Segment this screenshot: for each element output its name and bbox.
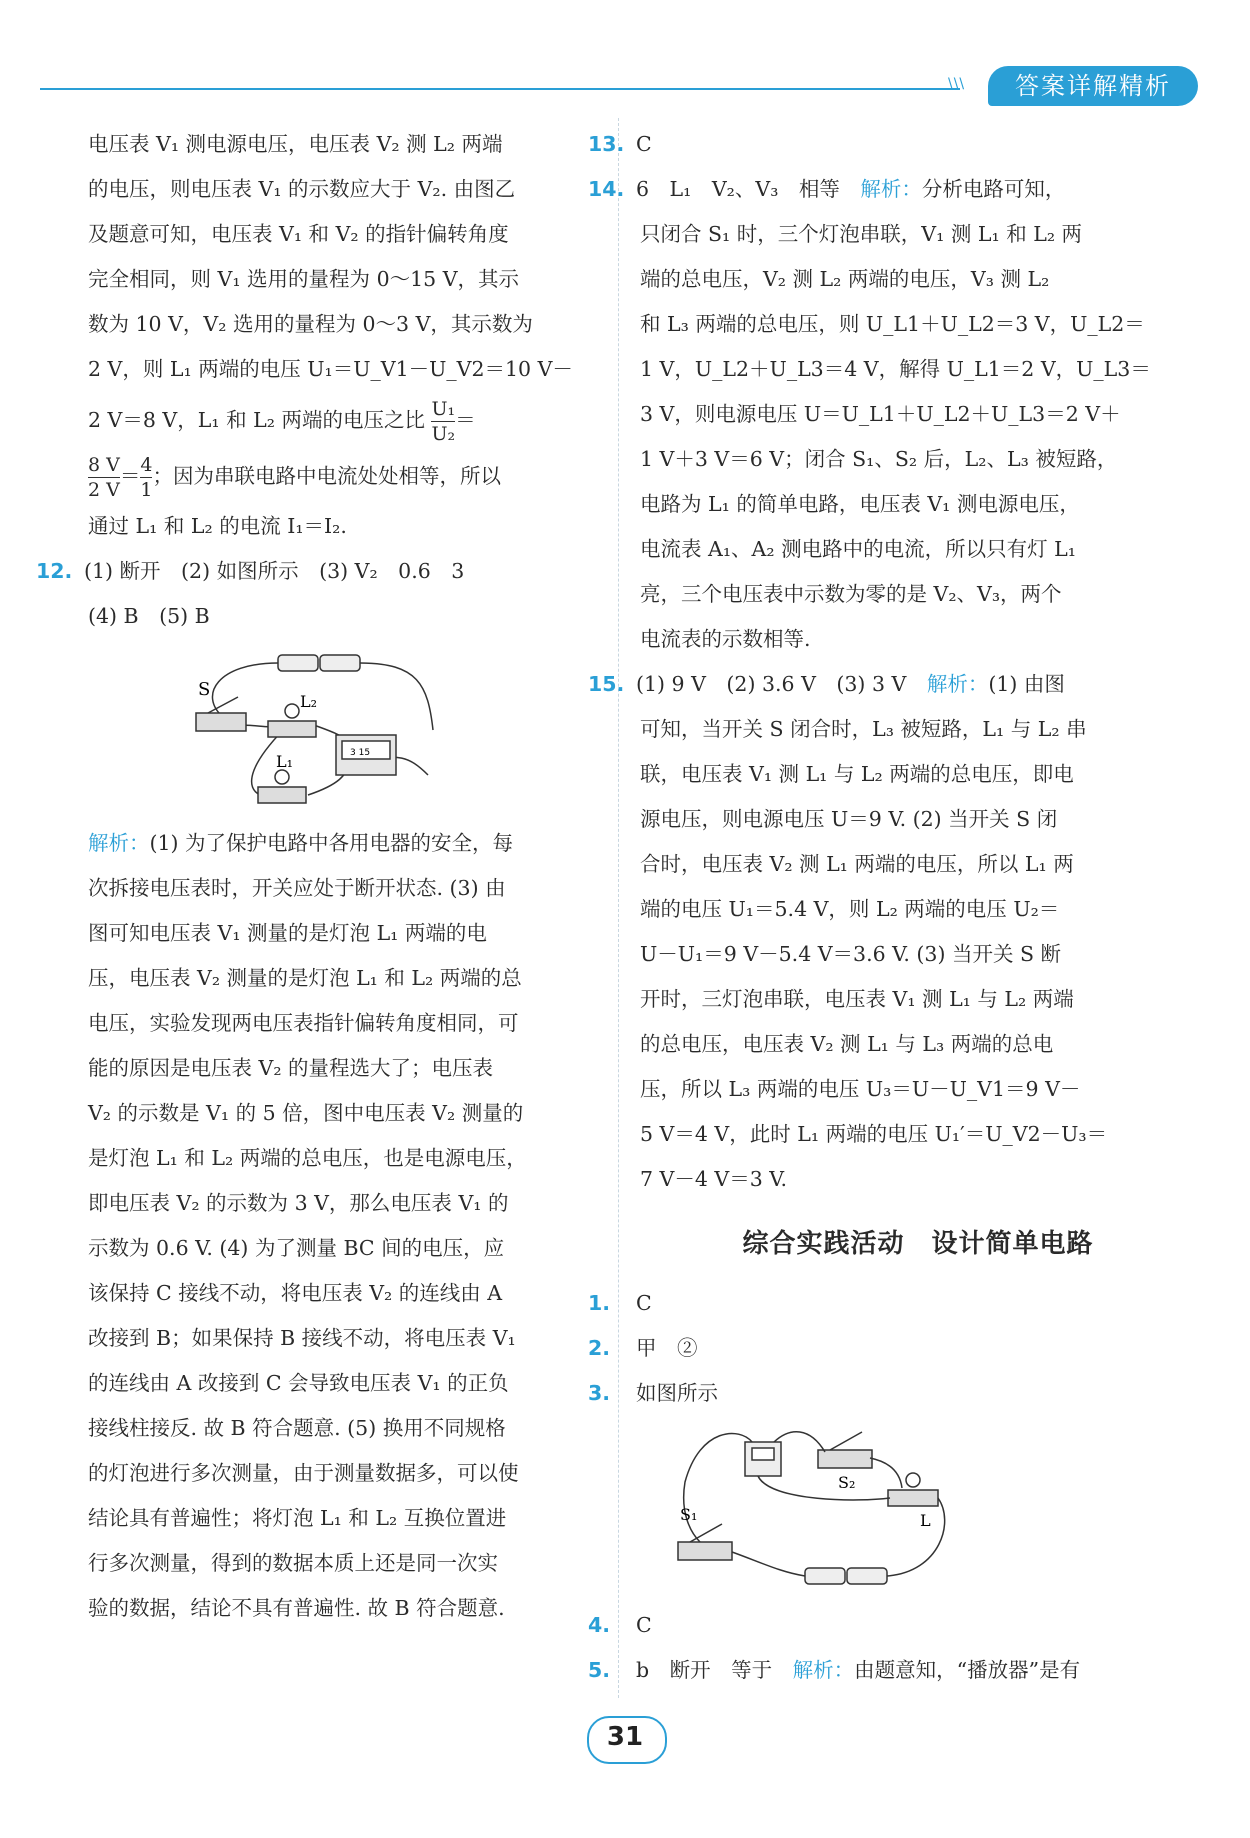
q14-line-2: 只闭合 S₁ 时，三个灯泡串联，V₁ 测 L₁ 和 L₂ 两	[640, 222, 1083, 246]
q11-line-8-text: ；因为串联电路中电流处处相等，所以	[152, 464, 501, 488]
analysis-line-14: 接线柱接反. 故 B 符合题意. (5) 换用不同规格	[88, 1416, 506, 1440]
analysis-line-11: 该保持 C 接线不动，将电压表 V₂ 的连线由 A	[88, 1281, 503, 1305]
q14-answer: 6 L₁ V₂、V₃ 相等	[636, 177, 840, 201]
q11-line-7-text: 2 V＝8 V，L₁ 和 L₂ 两端的电压之比	[88, 408, 425, 432]
q14-line-9: 电流表 A₁、A₂ 测电路中的电流，所以只有灯 L₁	[640, 537, 1076, 561]
q14-line-5: 1 V，U_L2＋U_L3＝4 V，解得 U_L1＝2 V，U_L3＝	[640, 357, 1151, 381]
q13-answer: C	[636, 132, 652, 156]
q15-line-6: 端的电压 U₁＝5.4 V，则 L₂ 两端的电压 U₂＝	[640, 897, 1060, 921]
s5-number: 5.	[588, 1658, 611, 1682]
analysis-line-10: 示数为 0.6 V. (4) 为了测量 BC 间的电压，应	[88, 1236, 505, 1260]
q11-line-8	[88, 448, 593, 504]
analysis-line-3: 图可知电压表 V₁ 测量的是灯泡 L₁ 两端的电	[88, 921, 487, 945]
q15-line-7: U－U₁＝9 V－5.4 V＝3.6 V. (3) 当开关 S 断	[640, 942, 1062, 966]
q15-line-2: 可知，当开关 S 闭合时，L₃ 被短路，L₁ 与 L₂ 串	[640, 717, 1087, 741]
analysis-line-16: 结论具有普遍性；将灯泡 L₁ 和 L₂ 互换位置进	[88, 1506, 507, 1530]
q14-line-6: 3 V，则电源电压 U＝U_L1＋U_L2＋U_L3＝2 V＋	[640, 402, 1121, 426]
fraction-den: U₂	[431, 423, 456, 445]
analysis-line-5: 电压，实验发现两电压表指针偏转角度相同，可	[88, 1011, 519, 1035]
q14-line-8: 电路为 L₁ 的简单电路，电压表 V₁ 测电源电压，	[640, 492, 1080, 516]
q13-number: 13.	[588, 132, 625, 156]
header-badge: 答案详解精析	[988, 66, 1198, 106]
s1-line	[588, 1281, 1196, 1326]
label-l1: L₁	[276, 752, 294, 771]
header-ticks: \\\	[948, 76, 966, 92]
s2-line	[588, 1326, 1196, 1371]
q14-analysis-first: 分析电路可知，	[921, 177, 1066, 201]
analysis-line-6: 能的原因是电压表 V₂ 的量程选大了；电压表	[88, 1056, 494, 1080]
s5-analysis-label: 解析：	[792, 1658, 855, 1682]
analysis-line-17: 行多次测量，得到的数据本质上还是同一次实	[88, 1551, 498, 1575]
q12-line-2: (4) B (5) B	[88, 604, 210, 628]
label-s2: S₂	[838, 1473, 856, 1492]
fraction-num: U₁	[431, 398, 456, 420]
q15-analysis-label: 解析：	[926, 672, 989, 696]
analysis-line-2: 次拆接电压表时，开关应处于断开状态. (3) 由	[88, 876, 506, 900]
q15-answer: (1) 9 V (2) 3.6 V (3) 3 V	[636, 672, 907, 696]
fraction-eq: ＝	[455, 408, 476, 432]
fraction-4-1	[140, 453, 152, 502]
q15-line-11: 5 V＝4 V，此时 L₁ 两端的电压 U₁′＝U_V2－U₃＝	[640, 1122, 1108, 1146]
left-column	[36, 122, 593, 1631]
q15-analysis-first: (1) 由图	[988, 672, 1065, 696]
label-l: L	[920, 1511, 931, 1530]
circuit-figure-2	[640, 1422, 1196, 1597]
s1-number: 1.	[588, 1291, 611, 1315]
s3-answer: 如图所示	[636, 1381, 718, 1405]
analysis-line-12: 改接到 B；如果保持 B 接线不动，将电压表 V₁	[88, 1326, 516, 1350]
analysis-line-4: 压，电压表 V₂ 测量的是灯泡 L₁ 和 L₂ 两端的总	[88, 966, 522, 990]
q14-line-1	[588, 167, 1196, 212]
fraction-8-2	[88, 453, 120, 502]
fraction-num: 8 V	[88, 454, 120, 476]
s3-number: 3.	[588, 1381, 611, 1405]
s4-answer: C	[636, 1613, 652, 1637]
q11-line-1: 电压表 V₁ 测电源电压，电压表 V₂ 测 L₂ 两端	[88, 132, 503, 156]
s5-answer: b 断开 等于	[636, 1658, 773, 1682]
analysis-line-13: 的连线由 A 改接到 C 会导致电压表 V₁ 的正负	[88, 1371, 509, 1395]
header-rule	[40, 88, 960, 90]
q14-line-4: 和 L₃ 两端的总电压，则 U_L1＋U_L2＝3 V，U_L2＝	[640, 312, 1145, 336]
q15-line-3: 联，电压表 V₁ 测 L₁ 与 L₂ 两端的总电压，即电	[640, 762, 1074, 786]
analysis-line-15: 的灯泡进行多次测量，由于测量数据多，可以使	[88, 1461, 519, 1485]
fraction-num: 4	[140, 454, 153, 476]
analysis-line-18: 验的数据，结论不具有普遍性. 故 B 符合题意.	[88, 1596, 505, 1620]
q11-line-7	[88, 392, 593, 448]
q12-number: 12.	[36, 559, 73, 583]
s2-answer: 甲 ②	[636, 1336, 698, 1360]
meter-scale: 3 15	[350, 748, 371, 758]
q12-answer: (1) 断开 (2) 如图所示 (3) V₂ 0.6 3	[84, 559, 465, 583]
q11-line-6: 2 V，则 L₁ 两端的电压 U₁＝U_V1－U_V2＝10 V－	[88, 357, 573, 381]
q11-line-2: 的电压，则电压表 V₁ 的示数应大于 V₂. 由图乙	[88, 177, 516, 201]
s5-analysis-text: 由题意知，“播放器”是有	[854, 1658, 1081, 1682]
section-title: 综合实践活动 设计简单电路	[742, 1229, 1094, 1259]
column-divider	[618, 118, 619, 1698]
s3-line	[588, 1371, 1196, 1416]
fraction-den: 2 V	[88, 479, 120, 501]
circuit-figure-1	[88, 645, 593, 815]
analysis-line-9: 即电压表 V₂ 的示数为 3 V，那么电压表 V₁ 的	[88, 1191, 509, 1215]
label-s: S	[198, 679, 211, 700]
fraction-u1-u2	[431, 397, 455, 446]
fraction-eq: ＝	[119, 464, 141, 488]
s4-line	[588, 1603, 1196, 1648]
q11-line-4: 完全相同，则 V₁ 选用的量程为 0～15 V，其示	[88, 267, 520, 291]
analysis-line-1	[88, 821, 593, 866]
page-number: 31	[606, 1722, 644, 1752]
q13-line	[588, 122, 1196, 167]
q14-line-11: 电流表的示数相等.	[640, 627, 811, 651]
s2-number: 2.	[588, 1336, 611, 1360]
q11-line-3: 及题意可知，电压表 V₁ 和 V₂ 的指针偏转角度	[88, 222, 509, 246]
q15-number: 15.	[588, 672, 625, 696]
q14-line-7: 1 V＋3 V＝6 V；闭合 S₁、S₂ 后，L₂、L₃ 被短路，	[640, 447, 1118, 471]
q15-line-4: 源电压，则电源电压 U＝9 V. (2) 当开关 S 闭	[640, 807, 1058, 831]
q15-line-5: 合时，电压表 V₂ 测 L₁ 两端的电压，所以 L₁ 两	[640, 852, 1074, 876]
s5-line	[588, 1648, 1196, 1693]
analysis-line-8: 是灯泡 L₁ 和 L₂ 两端的总电压，也是电源电压，	[88, 1146, 527, 1170]
q12-line-1	[36, 549, 593, 594]
analysis-label: 解析：	[88, 831, 150, 855]
q15-line-9: 的总电压，电压表 V₂ 测 L₁ 与 L₃ 两端的总电	[640, 1032, 1054, 1056]
analysis-text: (1) 为了保护电路中各用电器的安全，每	[149, 831, 514, 855]
q14-line-10: 亮，三个电压表中示数为零的是 V₂、V₃，两个	[640, 582, 1062, 606]
q15-line-10: 压，所以 L₃ 两端的电压 U₃＝U－U_V1＝9 V－	[640, 1077, 1081, 1101]
q15-line-1	[588, 662, 1196, 707]
s4-number: 4.	[588, 1613, 611, 1637]
q11-line-5: 数为 10 V，V₂ 选用的量程为 0～3 V，其示数为	[88, 312, 533, 336]
q11-line-9: 通过 L₁ 和 L₂ 的电流 I₁＝I₂.	[88, 514, 347, 538]
q14-analysis-label: 解析：	[860, 177, 922, 201]
s1-answer: C	[636, 1291, 652, 1315]
q15-line-12: 7 V－4 V＝3 V.	[640, 1167, 788, 1191]
fraction-den: 1	[140, 479, 153, 501]
q14-line-3: 端的总电压，V₂ 测 L₂ 两端的电压，V₃ 测 L₂	[640, 267, 1050, 291]
q14-number: 14.	[588, 177, 625, 201]
q15-line-8: 开时，三灯泡串联，电压表 V₁ 测 L₁ 与 L₂ 两端	[640, 987, 1074, 1011]
label-s1: S₁	[680, 1505, 698, 1524]
right-column	[588, 122, 1196, 1693]
label-l2: L₂	[300, 692, 318, 711]
analysis-line-7: V₂ 的示数是 V₁ 的 5 倍，图中电压表 V₂ 测量的	[88, 1101, 524, 1125]
